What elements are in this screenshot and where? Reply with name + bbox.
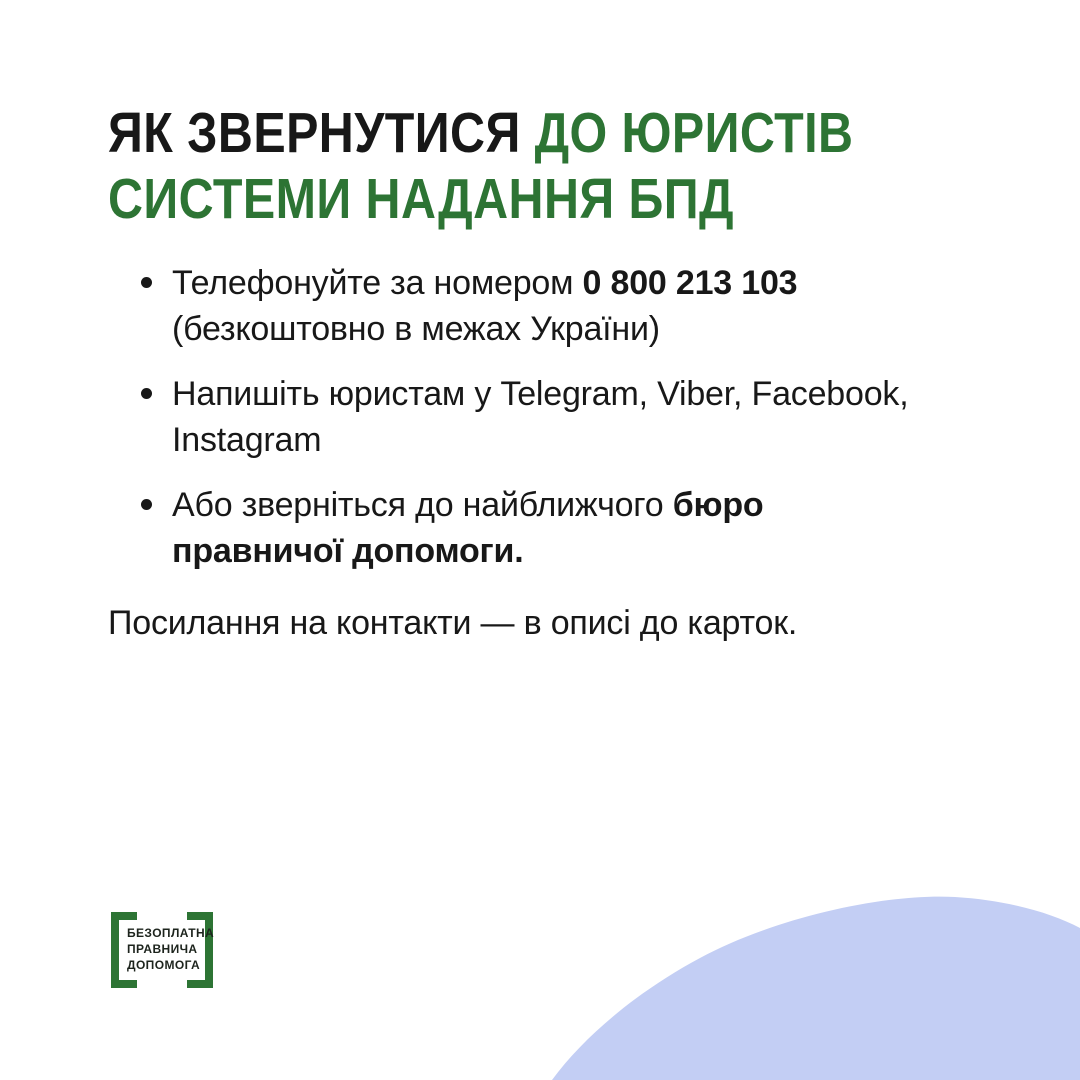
text-segment: Або зверніться до найближчого [172, 486, 673, 524]
text-segment: ДО ЮРИСТІВ [534, 101, 854, 165]
text-segment: СИСТЕМИ НАДАННЯ БПД [108, 167, 734, 231]
logo-text-line: БЕЗОПЛАТНА [127, 926, 215, 940]
contact-options-list [108, 260, 988, 593]
list-item [108, 260, 988, 352]
logo-text [127, 925, 214, 973]
logo-text-line: ПРАВНИЧА [127, 942, 198, 956]
text-segment: (безкоштовно в межах України) [172, 310, 660, 348]
text-segment: 0 800 213 103 [582, 264, 798, 302]
legal-aid-logo [111, 912, 213, 988]
text-segment: Телефонуйте за номером [172, 264, 583, 302]
list-item [108, 371, 988, 463]
text-segment: ЯК ЗВЕРНУТИСЯ [108, 101, 535, 165]
footer-note: Посилання на контакти — в описі до карток. [108, 604, 798, 642]
blob-path [552, 897, 1080, 1080]
page-title [108, 100, 853, 232]
logo-text-line: ДОПОМОГА [127, 958, 201, 972]
text-segment: правничої допомоги. [172, 532, 524, 570]
text-segment: бюро [672, 486, 764, 524]
list-item [108, 482, 988, 574]
text-segment: Instagram [172, 421, 322, 459]
text-segment: Напишіть юристам у Telegram, Viber, Facebook, [172, 375, 909, 413]
